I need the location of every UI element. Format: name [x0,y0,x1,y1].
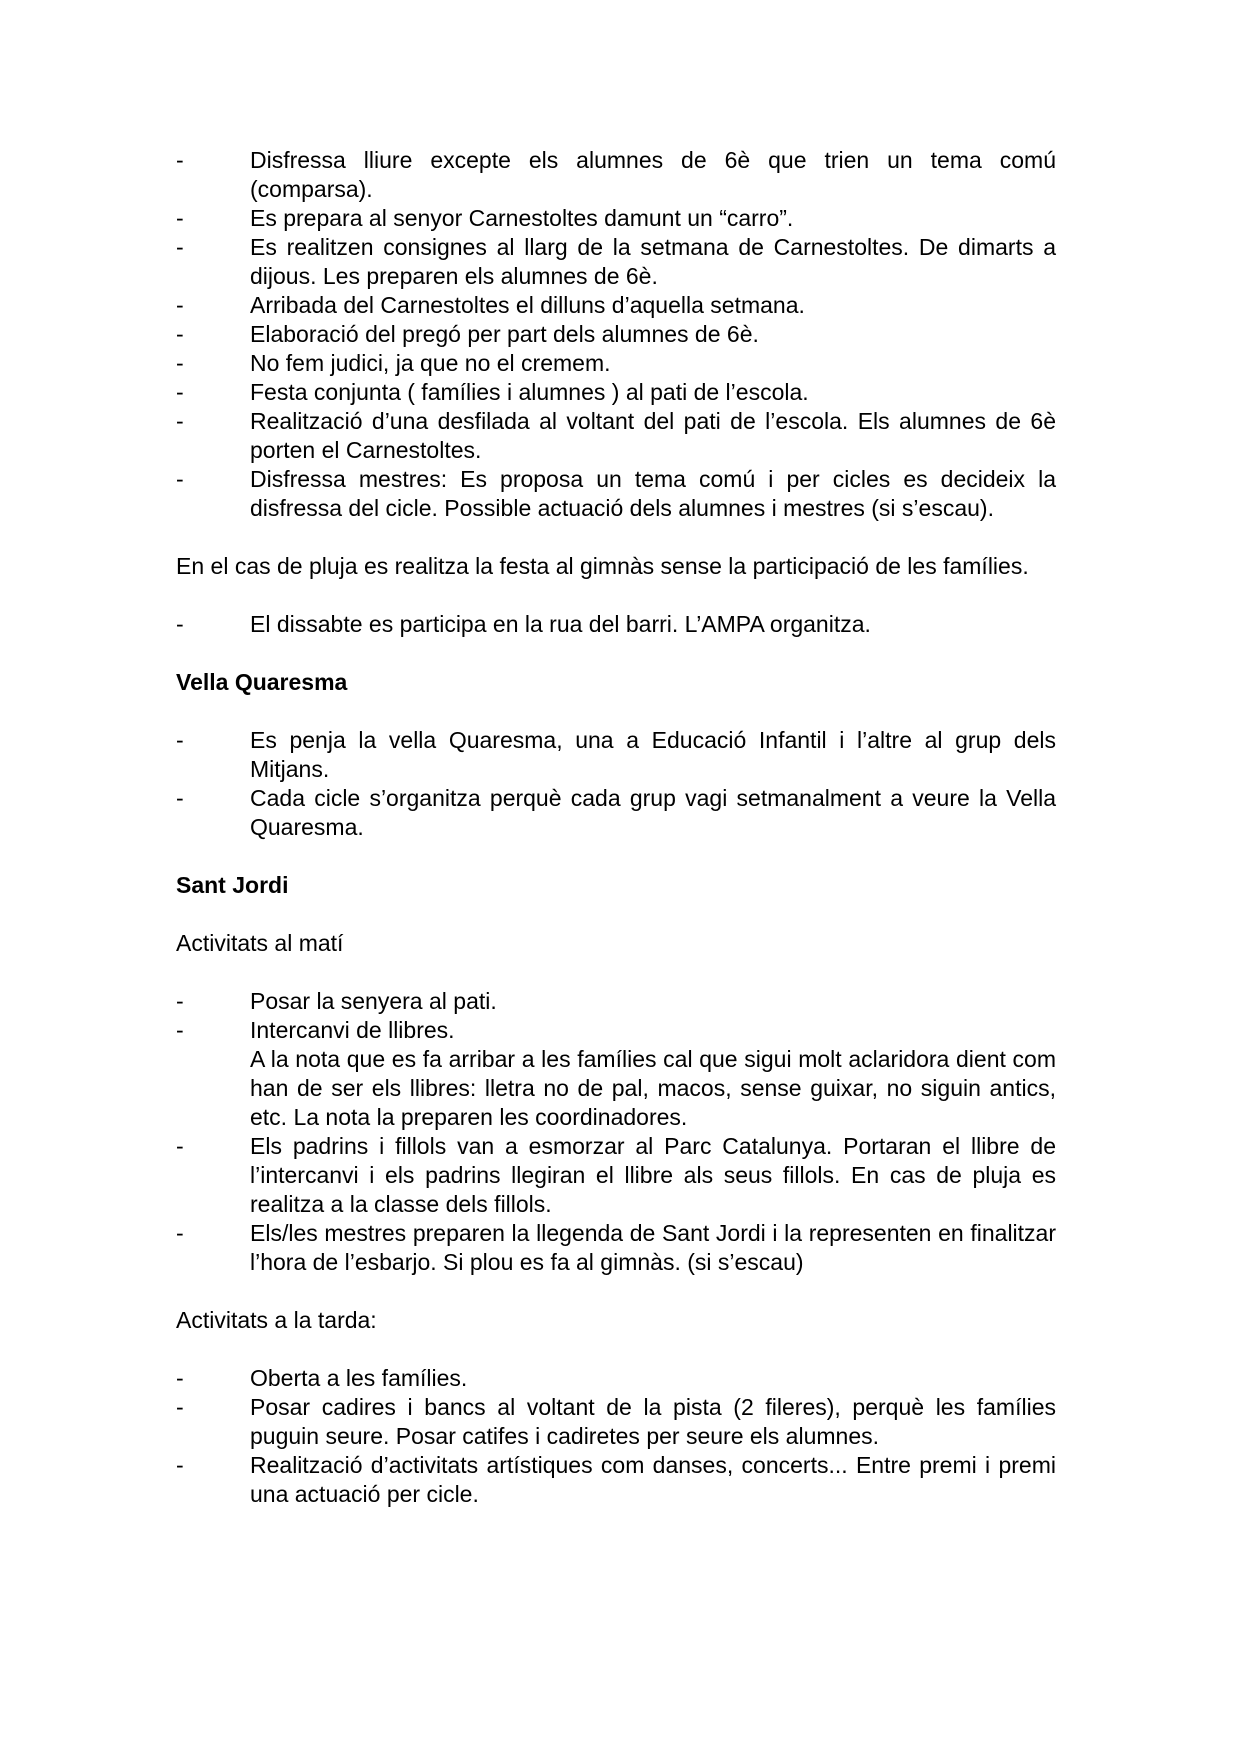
section-heading-sant-jordi: Sant Jordi [176,872,289,898]
bullet-dash: - [176,1017,184,1043]
list-item [176,291,1056,320]
section-heading-vella-quaresma: Vella Quaresma [176,669,348,695]
exchange-note: A la nota que es fa arribar a les famílies cal que sigui molt aclaridora dient com han de ser els llibres: lletra no de pal, macos, sense guixar, no siguin antics, etc. La nota la preparen les coordinadores. [250,1046,1056,1130]
bullet-dash: - [176,147,184,173]
list-item [176,610,1056,639]
carnestoltes-list [176,146,1056,523]
item-text: Posar cadires i bancs al voltant de la pista (2 fileres), perquè les famílies puguin seure. Posar catifes i cadiretes per seure els alumnes. [250,1394,1056,1449]
item-text: Els padrins i fillols van a esmorzar al Parc Catalunya. Portaran el llibre de l’intercanvi i els padrins llegiran el llibre als seus fillols. En cas de pluja es realitza a la classe dels fillols. [250,1133,1056,1217]
list-item [176,1364,1056,1393]
bullet-dash: - [176,988,184,1014]
bullet-dash: - [176,350,184,376]
item-text: Disfressa lliure excepte els alumnes de 6è que trien un tema comú (comparsa). [250,147,1056,202]
bullet-dash: - [176,1133,184,1159]
spacer [176,523,1056,552]
spacer [176,842,1056,871]
bullet-dash: - [176,727,184,753]
item-text: Es prepara al senyor Carnestoltes damunt un “carro”. [250,205,794,231]
item-text: Festa conjunta ( famílies i alumnes ) al pati de l’escola. [250,379,809,405]
list-item [176,204,1056,233]
rain-note: En el cas de pluja es realitza la festa al gimnàs sense la participació de les famílies. [176,553,1029,579]
item-text: Oberta a les famílies. [250,1365,468,1391]
list-item [176,1451,1056,1509]
item-text: Realització d’activitats artístiques com danses, concerts... Entre premi i premi una actuació per cicle. [250,1452,1056,1507]
list-item [176,1016,1056,1132]
document-page [176,146,1056,1509]
list-item [176,1393,1056,1451]
list-item [176,378,1056,407]
bullet-dash: - [176,205,184,231]
item-text: Arribada del Carnestoltes el dilluns d’aquella setmana. [250,292,805,318]
item-text: Els/les mestres preparen la llegenda de Sant Jordi i la representen en finalitzar l’hora de l’esbarjo. Si plou es fa al gimnàs. (si s’escau) [250,1220,1056,1275]
vella-quaresma-list [176,726,1056,842]
item-text: Elaboració del pregó per part dels alumnes de 6è. [250,321,759,347]
list-item [176,784,1056,842]
bullet-dash: - [176,408,184,434]
list-item [176,349,1056,378]
bullet-dash: - [176,1452,184,1478]
afternoon-label: Activitats a la tarda: [176,1307,377,1333]
list-item [176,407,1056,465]
list-item [176,987,1056,1016]
bullet-dash: - [176,466,184,492]
list-item [176,146,1056,204]
spacer [176,958,1056,987]
item-text: Posar la senyera al pati. [250,988,497,1014]
item-text: Es realitzen consignes al llarg de la setmana de Carnestoltes. De dimarts a dijous. Les preparen els alumnes de 6è. [250,234,1056,289]
list-item [176,233,1056,291]
spacer [176,1277,1056,1306]
sant-jordi-morning-list [176,987,1056,1277]
item-text: Es penja la vella Quaresma, una a Educació Infantil i l’altre al grup dels Mitjans. [250,727,1056,782]
bullet-dash: - [176,321,184,347]
bullet-dash: - [176,1365,184,1391]
list-item [176,320,1056,349]
bullet-dash: - [176,1220,184,1246]
item-text: Disfressa mestres: Es proposa un tema comú i per cicles es decideix la disfressa del cicle. Possible actuació dels alumnes i mestres (si s’escau). [250,466,1056,521]
spacer [176,581,1056,610]
list-item [176,1132,1056,1219]
spacer [176,697,1056,726]
item-text: El dissabte es participa en la rua del barri. L’AMPA organitza. [250,611,871,637]
bullet-dash: - [176,611,184,637]
bullet-dash: - [176,379,184,405]
bullet-dash: - [176,292,184,318]
spacer [176,1335,1056,1364]
item-text: Realització d’una desfilada al voltant del pati de l’escola. Els alumnes de 6è porten el Carnestoltes. [250,408,1056,463]
list-item [176,726,1056,784]
list-item [176,1219,1056,1277]
item-text: Cada cicle s’organitza perquè cada grup vagi setmanalment a veure la Vella Quaresma. [250,785,1056,840]
item-text: Intercanvi de llibres. [250,1017,455,1043]
bullet-dash: - [176,1394,184,1420]
bullet-dash: - [176,785,184,811]
list-item [176,465,1056,523]
spacer [176,900,1056,929]
spacer [176,639,1056,668]
item-text: No fem judici, ja que no el cremem. [250,350,611,376]
sant-jordi-afternoon-list [176,1364,1056,1509]
bullet-dash: - [176,234,184,260]
saturday-list [176,610,1056,639]
morning-label: Activitats al matí [176,930,344,956]
